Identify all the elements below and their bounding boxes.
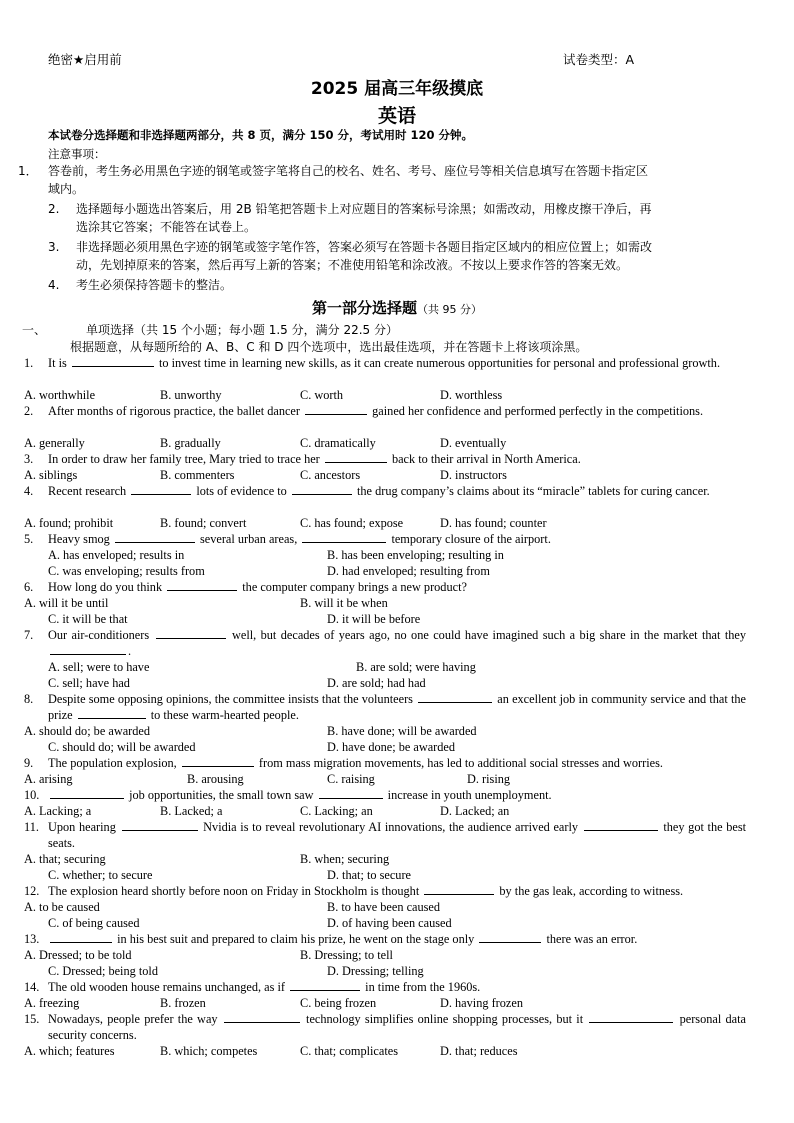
question-stem bbox=[0, 451, 794, 467]
option-b[interactable]: B. found; convert bbox=[160, 516, 247, 530]
stem-text: an excellent job in community service and that the prize bbox=[48, 692, 746, 722]
question-stem bbox=[0, 627, 794, 659]
option-c[interactable]: C. whether; to secure bbox=[48, 868, 153, 882]
answer-blank bbox=[292, 483, 352, 495]
question-number: 7. bbox=[24, 628, 34, 642]
option-c[interactable]: C. of being caused bbox=[48, 916, 140, 930]
answer-blank bbox=[424, 883, 494, 895]
part-title bbox=[0, 297, 794, 318]
stem-text: in his best suit and prepared to claim his prize, he went on the stage only bbox=[117, 932, 475, 946]
option-a[interactable]: A. which; features bbox=[24, 1044, 115, 1058]
note-2 bbox=[0, 200, 794, 236]
question-options bbox=[0, 467, 794, 483]
stem-text: Recent research bbox=[48, 484, 127, 498]
section-number: 一、 bbox=[22, 323, 47, 337]
answer-blank bbox=[584, 819, 658, 831]
note-line: 选涂其它答案；不能答在试卷上。 bbox=[76, 220, 257, 234]
note-line: 选择题每小题选出答案后，用 2B 铅笔把答题卡上对应题目的答案标号涂黑；如需改动，用橡皮擦干净后，再 bbox=[76, 202, 652, 216]
stem-text: temporary closure of the airport. bbox=[391, 532, 551, 546]
section-heading bbox=[22, 321, 398, 338]
question-number: 10. bbox=[24, 788, 40, 802]
option-c[interactable]: C. has found; expose bbox=[300, 516, 404, 530]
option-b[interactable]: B. are sold; were having bbox=[356, 660, 476, 674]
stem-text: lots of evidence to bbox=[196, 484, 287, 498]
question-options bbox=[0, 563, 794, 579]
question-options bbox=[0, 547, 794, 563]
question-stem bbox=[0, 931, 794, 947]
question-stem bbox=[0, 819, 794, 851]
option-d[interactable]: D. of having been caused bbox=[327, 916, 452, 930]
question-number: 9. bbox=[24, 756, 34, 770]
answer-blank bbox=[290, 979, 360, 991]
question-number: 5. bbox=[24, 532, 34, 546]
part-title-text: 第一部分选择题 bbox=[311, 299, 417, 317]
note-line: 非选择题必须用黑色字迹的钢笔或签字笔作答，答案必须写在答题卡各题目指定区域内的相应位置上；如需改 bbox=[76, 240, 653, 254]
stem-text: from mass migration movements, has led to additional social stresses and worries. bbox=[258, 756, 663, 770]
answer-blank bbox=[589, 1011, 673, 1023]
option-d[interactable]: D. Dressing; telling bbox=[327, 964, 424, 978]
note-4 bbox=[0, 276, 794, 294]
answer-blank bbox=[182, 755, 254, 767]
answer-blank bbox=[50, 643, 126, 655]
stem-text: In order to draw her family tree, Mary tried to trace her bbox=[48, 452, 320, 466]
question-stem bbox=[0, 755, 794, 771]
answer-blank bbox=[302, 531, 386, 543]
answer-blank bbox=[78, 707, 146, 719]
question-stem bbox=[0, 883, 794, 899]
question-number: 15. bbox=[24, 1012, 40, 1026]
option-b[interactable]: B. frozen bbox=[160, 996, 206, 1010]
answer-blank bbox=[479, 931, 541, 943]
note-line: 动，先划掉原来的答案，然后再写上新的答案；不准使用铅笔和涂改液。不按以上要求作答的答案无效。 bbox=[76, 258, 629, 272]
stem-text: Upon hearing bbox=[48, 820, 116, 834]
option-a[interactable]: A. to be caused bbox=[24, 900, 100, 914]
option-a[interactable]: A. arising bbox=[24, 772, 73, 786]
stem-text: to these warm-hearted people. bbox=[150, 708, 299, 722]
question-options bbox=[0, 995, 794, 1011]
question-options bbox=[0, 659, 794, 675]
answer-blank bbox=[115, 531, 195, 543]
stem-text: Our air-conditioners bbox=[48, 628, 150, 642]
question-options bbox=[0, 915, 794, 931]
subject-title: 英语 bbox=[377, 105, 416, 127]
stem-text: How long do you think bbox=[48, 580, 163, 594]
option-b[interactable]: B. have done; will be awarded bbox=[327, 724, 477, 738]
question-stem bbox=[0, 691, 794, 723]
option-d[interactable]: D. it will be before bbox=[327, 612, 421, 626]
question-options bbox=[0, 851, 794, 867]
option-a[interactable]: A. sell; were to have bbox=[48, 660, 150, 674]
question-stem bbox=[0, 787, 794, 803]
note-number: 2. bbox=[48, 202, 60, 216]
option-a[interactable]: A. freezing bbox=[24, 996, 80, 1010]
question-list bbox=[0, 355, 794, 1059]
note-line: 答卷前，考生务必用黑色字迹的钢笔或签字笔将自己的校名、姓名、考号、座位号等相关信息填写在答题卡指定区 bbox=[48, 164, 649, 178]
option-d[interactable]: D. eventually bbox=[440, 436, 507, 450]
answer-blank bbox=[224, 1011, 300, 1023]
question-stem bbox=[0, 1011, 794, 1043]
answer-blank bbox=[156, 627, 226, 639]
question-number: 14. bbox=[24, 980, 40, 994]
question-options bbox=[0, 899, 794, 915]
option-b[interactable]: B. will it be when bbox=[300, 596, 388, 610]
option-c[interactable]: C. should do; will be awarded bbox=[48, 740, 196, 754]
option-d[interactable]: D. having frozen bbox=[440, 996, 523, 1010]
option-c[interactable]: C. was enveloping; results from bbox=[48, 564, 205, 578]
question-options bbox=[0, 867, 794, 883]
option-b[interactable]: B. when; securing bbox=[300, 852, 390, 866]
part-points: （共 95 分） bbox=[417, 303, 482, 316]
option-b[interactable]: B. to have been caused bbox=[327, 900, 441, 914]
stem-text: there was an error. bbox=[546, 932, 638, 946]
stem-text: After months of rigorous practice, the ballet dancer bbox=[48, 404, 300, 418]
question-options bbox=[0, 1043, 794, 1059]
note-3 bbox=[0, 238, 794, 274]
option-c[interactable]: C. Dressed; being told bbox=[48, 964, 158, 978]
stem-text: . bbox=[128, 644, 132, 658]
stem-text: personal data security concerns. bbox=[48, 1012, 746, 1042]
option-c[interactable]: C. dramatically bbox=[300, 436, 376, 450]
stem-text: several urban areas, bbox=[199, 532, 298, 546]
confidential-label: 绝密★启用前 bbox=[48, 52, 122, 67]
question-options bbox=[0, 515, 794, 531]
answer-blank bbox=[122, 819, 198, 831]
question-options bbox=[0, 675, 794, 691]
question-options bbox=[0, 947, 794, 963]
answer-blank bbox=[72, 355, 154, 367]
question-options bbox=[0, 723, 794, 739]
question-number: 8. bbox=[24, 692, 34, 706]
question-number: 3. bbox=[24, 452, 34, 466]
stem-text: It is bbox=[48, 356, 67, 370]
option-a[interactable]: A. Dressed; to be told bbox=[24, 948, 132, 962]
question-options bbox=[0, 771, 794, 787]
question-options bbox=[0, 435, 794, 451]
answer-blank bbox=[131, 483, 191, 495]
note-number: 1． bbox=[18, 164, 38, 178]
stem-text: Heavy smog bbox=[48, 532, 110, 546]
option-a[interactable]: A. found; prohibit bbox=[24, 516, 114, 530]
stem-text: gained her confidence and performed perfectly in the competitions. bbox=[372, 404, 704, 418]
stem-text: Despite some opposing opinions, the committee insists that the volunteers bbox=[48, 692, 413, 706]
question-number: 6. bbox=[24, 580, 34, 594]
question-number: 2. bbox=[24, 404, 34, 418]
option-a[interactable]: A. will it be until bbox=[24, 596, 109, 610]
option-c[interactable]: C. that; complicates bbox=[300, 1044, 399, 1058]
option-c[interactable]: C. worth bbox=[300, 388, 344, 402]
answer-blank bbox=[50, 931, 112, 943]
question-stem bbox=[0, 403, 794, 435]
answer-blank bbox=[305, 403, 367, 415]
option-d[interactable]: D. has found; counter bbox=[440, 516, 547, 530]
option-d[interactable]: D. worthless bbox=[440, 388, 503, 402]
option-d[interactable]: D. have done; be awarded bbox=[327, 740, 456, 754]
stem-text: technology simplifies online shopping processes, but it bbox=[306, 1012, 584, 1026]
stem-text: Nvidia is to reveal revolutionary AI innovations, the audience arrived early bbox=[203, 820, 579, 834]
answer-blank bbox=[325, 451, 387, 463]
stem-text: The population explosion, bbox=[48, 756, 177, 770]
question-number: 11. bbox=[24, 820, 39, 834]
option-a[interactable]: A. has enveloped; results in bbox=[48, 548, 185, 562]
exam-title: 2025 届高三年级摸底 bbox=[310, 79, 484, 99]
question-stem bbox=[0, 979, 794, 995]
question-options bbox=[0, 595, 794, 611]
stem-text: well, but decades of years ago, no one could have imagined such a big share in the market that they bbox=[231, 628, 747, 642]
option-d[interactable]: D. rising bbox=[467, 772, 511, 786]
stem-text: back to their arrival in North America. bbox=[391, 452, 581, 466]
stem-text: in time from the 1960s. bbox=[365, 980, 481, 994]
option-d[interactable]: D. instructors bbox=[440, 468, 507, 482]
stem-text: by the gas leak, according to witness. bbox=[499, 884, 684, 898]
note-line: 考生必须保持答题卡的整洁。 bbox=[76, 278, 233, 292]
option-a[interactable]: A. should do; be awarded bbox=[24, 724, 151, 738]
stem-text: the computer company brings a new product? bbox=[242, 580, 467, 594]
stem-text: to invest time in learning new skills, as it can create numerous opportunities for personal and professional growth. bbox=[158, 356, 721, 370]
stem-text: The old wooden house remains unchanged, as if bbox=[48, 980, 285, 994]
option-d[interactable]: D. had enveloped; resulting from bbox=[327, 564, 490, 578]
option-d[interactable]: D. that; to secure bbox=[327, 868, 412, 882]
question-stem bbox=[0, 531, 794, 547]
option-a[interactable]: A. Lacking; a bbox=[24, 804, 92, 818]
question-stem bbox=[0, 355, 794, 387]
option-b[interactable]: B. which; competes bbox=[160, 1044, 258, 1058]
option-c[interactable]: C. raising bbox=[327, 772, 375, 786]
question-options bbox=[0, 739, 794, 755]
stem-text: job opportunities, the small town saw bbox=[129, 788, 314, 802]
question-number: 13. bbox=[24, 932, 40, 946]
option-b[interactable]: B. Lacked; a bbox=[160, 804, 223, 818]
answer-blank bbox=[167, 579, 237, 591]
note-number: 4. bbox=[48, 278, 60, 292]
question-options bbox=[0, 963, 794, 979]
option-d[interactable]: D. are sold; had had bbox=[327, 676, 426, 690]
stem-text: increase in youth unemployment. bbox=[387, 788, 552, 802]
note-1 bbox=[0, 162, 794, 198]
option-b[interactable]: B. has been enveloping; resulting in bbox=[327, 548, 504, 562]
question-options bbox=[0, 611, 794, 627]
paper-type-label: 试卷类型：A bbox=[563, 52, 635, 67]
question-stem bbox=[0, 483, 794, 515]
option-a[interactable]: A. worthwhile bbox=[24, 388, 96, 402]
option-b[interactable]: B. arousing bbox=[187, 772, 244, 786]
option-b[interactable]: B. unworthy bbox=[160, 388, 222, 402]
answer-blank bbox=[418, 691, 492, 703]
question-options bbox=[0, 803, 794, 819]
option-c[interactable]: C. it will be that bbox=[48, 612, 128, 626]
option-b[interactable]: B. Dressing; to tell bbox=[300, 948, 393, 962]
option-c[interactable]: C. ancestors bbox=[300, 468, 361, 482]
question-number: 4. bbox=[24, 484, 34, 498]
question-number: 12. bbox=[24, 884, 40, 898]
stem-text: the drug company’s claims about its “miracle” tablets for curing cancer. bbox=[356, 484, 710, 498]
note-line: 域内。 bbox=[48, 182, 85, 196]
option-c[interactable]: C. being frozen bbox=[300, 996, 377, 1010]
stem-text: Nowadays, people prefer the way bbox=[48, 1012, 218, 1026]
option-b[interactable]: B. commenters bbox=[160, 468, 235, 482]
section-label: 单项选择（共 15 个小题；每小题 1.5 分，满分 22.5 分） bbox=[86, 323, 398, 337]
section-instruction: 根据题意，从每题所给的 A、B、C 和 D 四个选项中，选出最佳选项，并在答题卡上将该项涂黑。 bbox=[70, 340, 588, 354]
notes-heading: 注意事项： bbox=[48, 147, 106, 161]
exam-intro: 本试卷分选择题和非选择题两部分，共 8 页，满分 150 分，考试用时 120 分钟。 bbox=[48, 128, 474, 142]
option-d[interactable]: D. that; reduces bbox=[440, 1044, 518, 1058]
option-d[interactable]: D. Lacked; an bbox=[440, 804, 510, 818]
option-b[interactable]: B. gradually bbox=[160, 436, 221, 450]
answer-blank bbox=[50, 787, 124, 799]
stem-text: The explosion heard shortly before noon on Friday in Stockholm is thought bbox=[48, 884, 420, 898]
stem-text: they got the best seats. bbox=[48, 820, 747, 850]
question-stem bbox=[0, 579, 794, 595]
option-a[interactable]: A. generally bbox=[24, 436, 85, 450]
answer-blank bbox=[319, 787, 383, 799]
option-a[interactable]: A. that; securing bbox=[24, 852, 106, 866]
note-number: 3. bbox=[48, 240, 60, 254]
option-a[interactable]: A. siblings bbox=[24, 468, 78, 482]
option-c[interactable]: C. Lacking; an bbox=[300, 804, 373, 818]
question-options bbox=[0, 387, 794, 403]
question-number: 1. bbox=[24, 356, 34, 370]
option-c[interactable]: C. sell; have had bbox=[48, 676, 130, 690]
